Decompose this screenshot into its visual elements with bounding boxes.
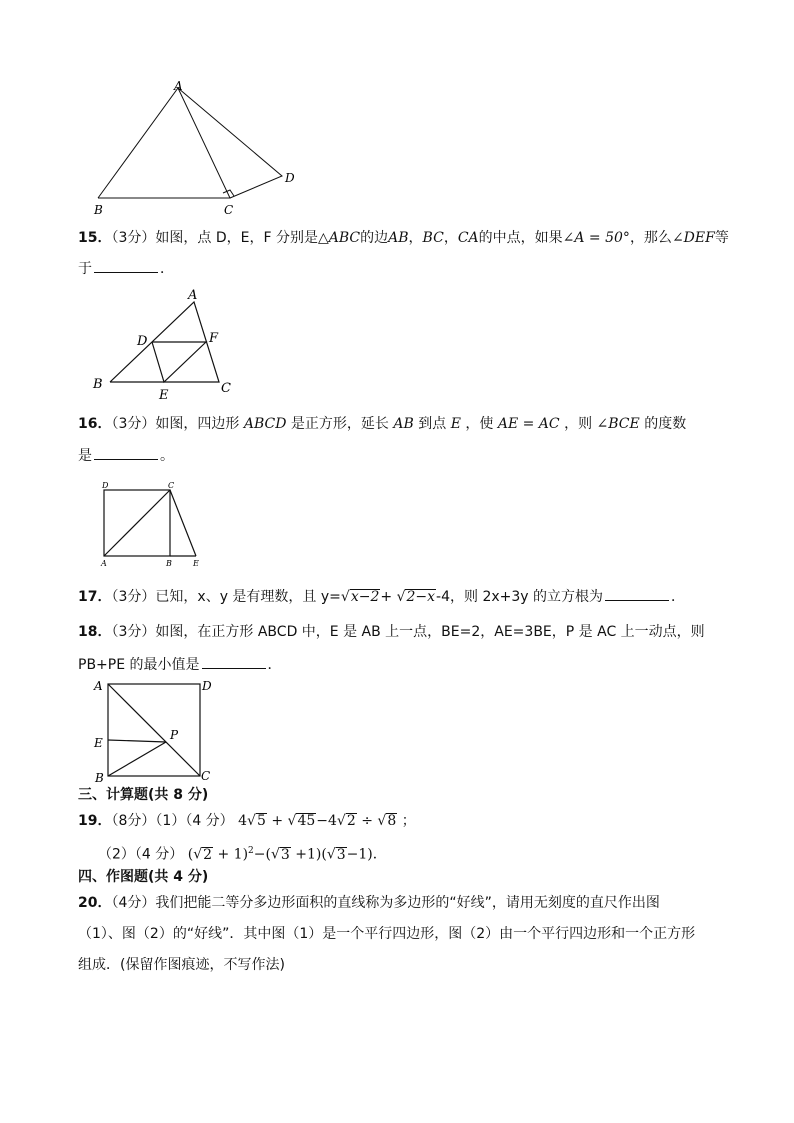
q17-number: 17．: [78, 589, 112, 605]
q15-text: ．: [160, 261, 174, 277]
label-a: A: [188, 288, 198, 303]
figure-triangle-abcd: [88, 78, 308, 220]
q17-text: +: [380, 589, 393, 605]
q20-number: 20．: [78, 895, 112, 911]
q18-text: ．: [267, 657, 282, 673]
segment-ep: [108, 740, 166, 742]
q15-text: 的中点，如果: [478, 230, 563, 246]
q19-expr: (: [187, 846, 194, 863]
q19-expr: ÷: [356, 813, 378, 829]
label-a: A: [101, 559, 107, 568]
q18-answer-blank[interactable]: [202, 655, 266, 669]
q15-text: 于: [78, 261, 92, 277]
triangle-abc: [98, 88, 230, 198]
label-a: A: [94, 679, 103, 693]
q15-text: ，: [408, 230, 423, 246]
q20-line3: 组成．(保留作图痕迹，不写作法): [78, 957, 285, 973]
q19-number: 19．: [78, 813, 112, 829]
midpoint-triangle-def: [152, 342, 206, 382]
q18-line1: [78, 623, 705, 641]
figure-q16: [96, 478, 216, 570]
q15-ab: AB: [388, 230, 409, 246]
label-c: C: [224, 203, 234, 217]
q15-answer-blank[interactable]: [94, 259, 158, 273]
q17-text: ．: [671, 589, 686, 605]
q19-expr: + 1): [213, 846, 249, 863]
q17-text: ，则 2x+3y 的立方根为: [450, 589, 604, 605]
q16-text: 到点: [418, 416, 447, 432]
q16-abcd: ABCD: [243, 416, 287, 432]
q19-radicand: 45: [297, 813, 316, 829]
label-b: B: [94, 203, 103, 217]
q18-text: PB+PE 的最小值是: [78, 657, 200, 673]
q19-radicand: 3: [336, 846, 346, 863]
q20-line2: （1）、图（2）的“好线”．其中图（1）是一个平行四边形，图（2）由一个平行四边形和一个正方形: [78, 926, 696, 942]
label-e: E: [94, 736, 103, 750]
q19-expr: −(: [253, 846, 271, 863]
q16-eq: AE = AC: [497, 416, 560, 432]
q19-part2-label: （2）（4 分）: [98, 846, 184, 863]
q19-expr: 4: [238, 813, 248, 829]
q15-text: ，那么: [629, 230, 672, 246]
label-c: C: [201, 769, 211, 783]
q17-answer-blank[interactable]: [605, 587, 669, 601]
q15-text: 等: [714, 230, 729, 246]
q15-triangle: △ABC: [318, 230, 361, 246]
q19-part1-label: （1）（4 分）: [155, 813, 234, 829]
q17-text: -4: [436, 589, 450, 605]
q17-radicand-1: x−2: [350, 589, 380, 605]
q18-line2: [78, 655, 282, 674]
label-f: F: [209, 331, 219, 346]
q16-text: 如图，四边形: [155, 416, 240, 432]
q19-exponent: 2: [248, 846, 254, 856]
label-d: D: [202, 679, 212, 693]
q19-expr: −1)．: [346, 846, 387, 863]
label-b: B: [95, 771, 104, 784]
q16-number: 16．: [78, 416, 112, 432]
q20-text: 我们把能二等分多边形面积的直线称为多边形的“好线”，请用无刻度的直尺作出图: [155, 895, 660, 911]
segment-bp: [108, 742, 166, 776]
q16-line2: [78, 446, 174, 465]
q15-number: 15．: [78, 230, 112, 246]
q19-radicand: 8: [387, 813, 397, 829]
diagonal-ac: [108, 684, 200, 776]
q16-angle: ∠BCE: [596, 416, 640, 432]
q19-expr: +1)(: [290, 846, 327, 863]
q16-score: （3分）: [111, 416, 156, 432]
label-d: D: [102, 481, 109, 490]
q18-score: （3分）: [111, 624, 156, 640]
q15-angle-a: ∠A = 50°: [562, 230, 630, 246]
figure-q18: [88, 676, 228, 784]
label-b: B: [166, 559, 172, 568]
q15-line2: [78, 259, 174, 278]
label-d: D: [137, 334, 148, 349]
q19-radicand: 3: [280, 846, 290, 863]
q20-score: （4分）: [111, 895, 156, 911]
q19-expr: +: [266, 813, 288, 829]
q15-line1: [78, 229, 729, 247]
q16-text: 。: [160, 448, 174, 464]
q16-ab: AB: [393, 416, 414, 432]
label-c: C: [221, 381, 231, 396]
section-3-heading: 三、计算题(共 8 分): [78, 787, 209, 803]
q17-radicand-2: 2−x: [406, 589, 436, 605]
q16-text: ，使: [465, 416, 494, 432]
q19-radicand: 2: [203, 846, 213, 863]
q19-score: （8分）: [111, 813, 156, 829]
q15-text: ，: [443, 230, 458, 246]
q19-radicand: 2: [346, 813, 356, 829]
q15-text: 如图，点 D，E，F 分别是: [155, 230, 318, 246]
q20-line1: [78, 894, 660, 912]
q16-text: ，则: [564, 416, 593, 432]
label-e: E: [159, 388, 169, 403]
label-p: P: [170, 728, 179, 742]
figure-q15: [88, 285, 248, 403]
q17-line: 17．（3分）已知，x、y 是有理数，且 y=√x−2+ √2−x-4，则 2x+3y 的立方根为 ．: [78, 589, 686, 605]
label-e: E: [193, 559, 199, 568]
q15-text: 的边: [360, 230, 389, 246]
q18-number: 18．: [78, 624, 112, 640]
label-b: B: [93, 377, 103, 392]
q19-line1: 19．（8分）（1）（4 分） 4√5 + √45−4√2 ÷ √8 ；: [78, 813, 416, 829]
segment-ce: [170, 490, 196, 556]
q19-radicand: 5: [256, 813, 266, 829]
q16-line1: [78, 415, 686, 433]
diagonal-ac: [104, 490, 170, 556]
section-4-heading: 四、作图题(共 4 分): [78, 869, 209, 885]
q16-text: 的度数: [644, 416, 687, 432]
label-a: A: [174, 79, 183, 93]
q16-text: 是: [78, 448, 92, 464]
label-c: C: [168, 481, 175, 490]
q17-score: （3分）: [111, 589, 156, 605]
q15-ca: CA: [457, 230, 479, 246]
q17-text: 已知，x、y 是有理数，且 y=: [155, 589, 341, 605]
q16-text: 是正方形，延长: [290, 416, 389, 432]
triangle-acd: [178, 88, 282, 198]
q15-angle-def: ∠DEF: [671, 230, 715, 246]
q15-bc: BC: [422, 230, 444, 246]
q18-text: 如图，在正方形 ABCD 中，E 是 AB 上一点，BE=2，AE=3BE，P 是 AC 上一动点，则: [155, 624, 705, 640]
q16-e: E: [450, 416, 461, 432]
label-d: D: [285, 171, 295, 185]
q19-line2: （2）（4 分） $(√2 + 1)^2-(√3 +1)(√3-1)$．: [98, 846, 387, 863]
q15-score: （3分）: [111, 230, 156, 246]
q19-expr: −4: [316, 813, 337, 829]
q19-expr: ；: [401, 813, 416, 829]
q16-answer-blank[interactable]: [94, 446, 158, 460]
